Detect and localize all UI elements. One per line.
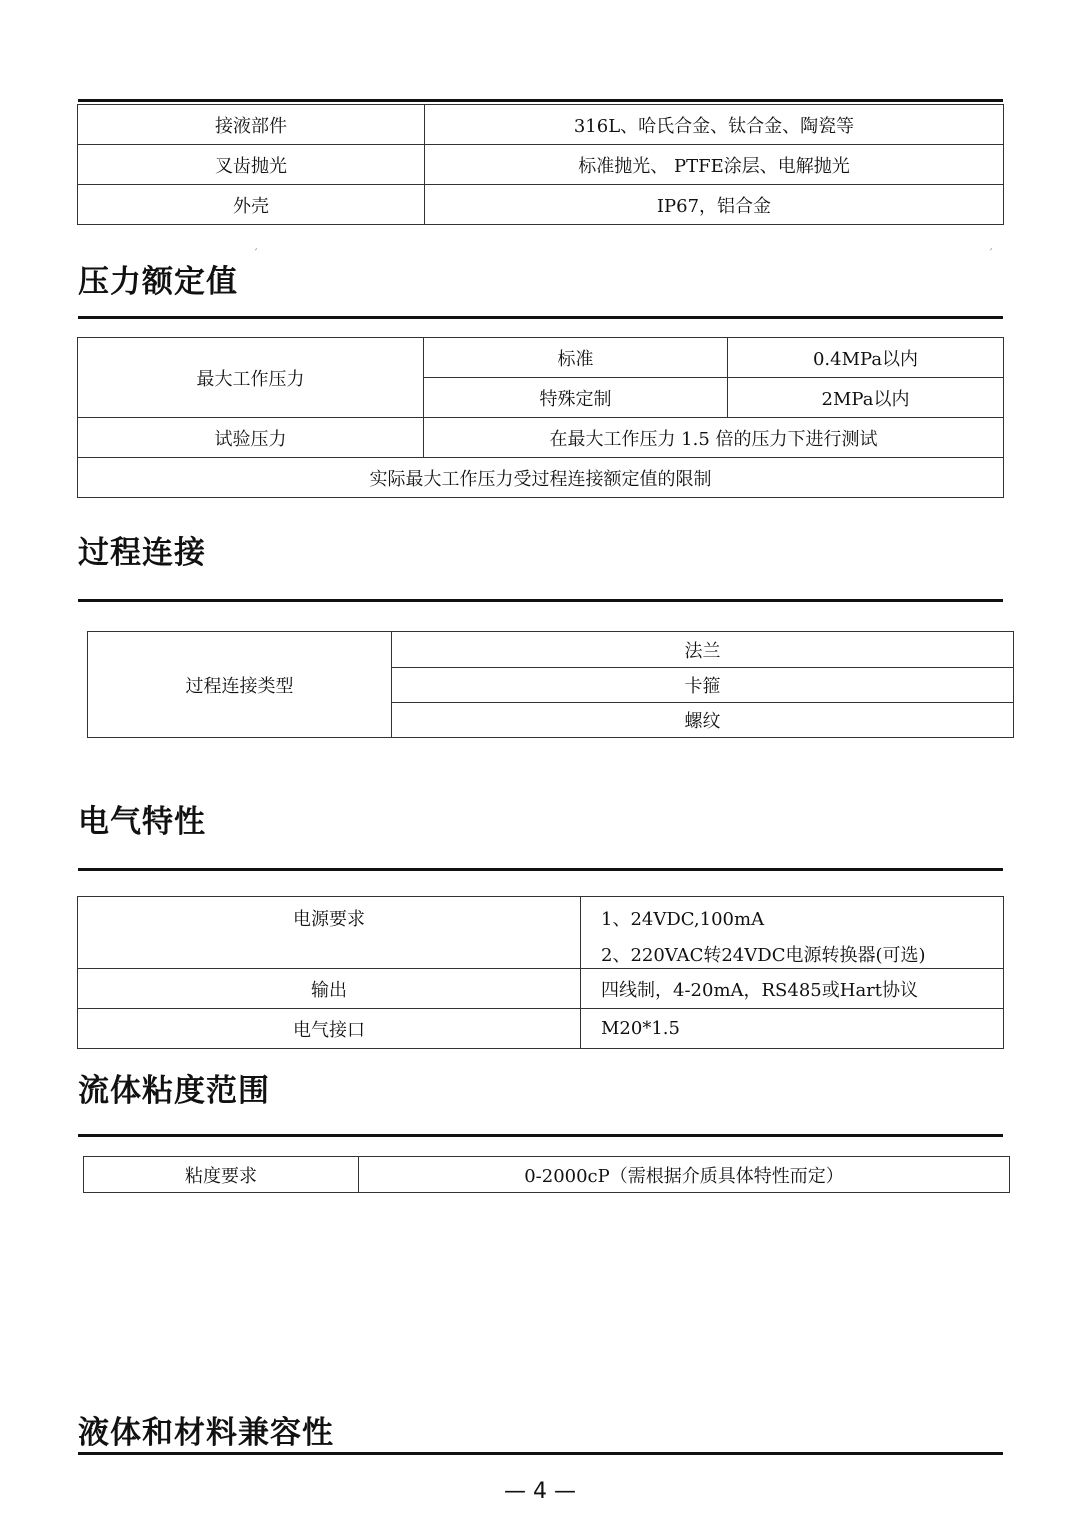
viscosity-table: [83, 1156, 1010, 1193]
section-rule: [78, 1134, 1003, 1137]
output-label: 输出: [78, 969, 581, 1009]
table-row: [78, 145, 1004, 185]
section-rule: [78, 599, 1003, 602]
interface-label: 电气接口: [78, 1009, 581, 1049]
power-line-2: 2、220VAC转24VDC电源转换器(可选): [601, 945, 926, 966]
material-label: 外壳: [78, 185, 425, 225]
section-rule: [78, 316, 1003, 319]
viscosity-label: 粘度要求: [84, 1157, 359, 1193]
power-value: [581, 897, 1004, 969]
standard-value: 0.4MPa以内: [728, 338, 1004, 378]
table-row: [78, 897, 1004, 969]
process-connection-table: [87, 631, 1014, 738]
test-pressure-label: 试验压力: [78, 418, 424, 458]
table-row: [78, 105, 1004, 145]
standard-label: 标准: [424, 338, 728, 378]
max-pressure-label: 最大工作压力: [78, 338, 424, 418]
electrical-heading: 电气特性: [78, 804, 206, 840]
table-row: [88, 632, 1014, 668]
connection-type-label: 过程连接类型: [88, 632, 392, 738]
tick-mark: ′: [255, 248, 258, 259]
top-rule: [78, 99, 1003, 102]
output-value: 四线制，4-20mA，RS485或Hart协议: [581, 969, 1004, 1009]
material-value: 316L、哈氏合金、钛合金、陶瓷等: [425, 105, 1004, 145]
electrical-table: [77, 896, 1004, 1049]
test-pressure-value: 在最大工作压力 1.5 倍的压力下进行测试: [424, 418, 1004, 458]
table-row: [78, 418, 1004, 458]
power-line-1: 1、24VDC,100mA: [601, 909, 765, 930]
custom-value: 2MPa以内: [728, 378, 1004, 418]
connection-type: 法兰: [392, 632, 1014, 668]
connection-type: 螺纹: [392, 703, 1014, 738]
section-rule: [78, 868, 1003, 871]
pressure-note: 实际最大工作压力受过程连接额定值的限制: [78, 458, 1004, 498]
material-value: 标准抛光、 PTFE涂层、电解抛光: [425, 145, 1004, 185]
connection-type: 卡箍: [392, 668, 1014, 703]
material-value: IP67，铝合金: [425, 185, 1004, 225]
custom-label: 特殊定制: [424, 378, 728, 418]
tick-mark: ′: [990, 248, 993, 259]
viscosity-heading: 流体粘度范围: [78, 1073, 270, 1109]
compatibility-heading: 液体和材料兼容性: [78, 1415, 334, 1451]
table-row: [78, 969, 1004, 1009]
viscosity-value: 0-2000cP（需根据介质具体特性而定）: [359, 1157, 1010, 1193]
material-label: 叉齿抛光: [78, 145, 425, 185]
table-row: [78, 338, 1004, 378]
table-row: [78, 458, 1004, 498]
table-row: [78, 185, 1004, 225]
page-number: — 4 —: [504, 1479, 576, 1504]
table-row: [78, 1009, 1004, 1049]
power-label: 电源要求: [78, 897, 581, 969]
materials-table: [77, 104, 1004, 225]
material-label: 接液部件: [78, 105, 425, 145]
interface-value: M20*1.5: [581, 1009, 1004, 1049]
process-connection-heading: 过程连接: [78, 535, 206, 571]
table-row: [84, 1157, 1010, 1193]
section-rule: [78, 1452, 1003, 1455]
pressure-heading: 压力额定值: [78, 264, 238, 300]
pressure-table: [77, 337, 1004, 498]
